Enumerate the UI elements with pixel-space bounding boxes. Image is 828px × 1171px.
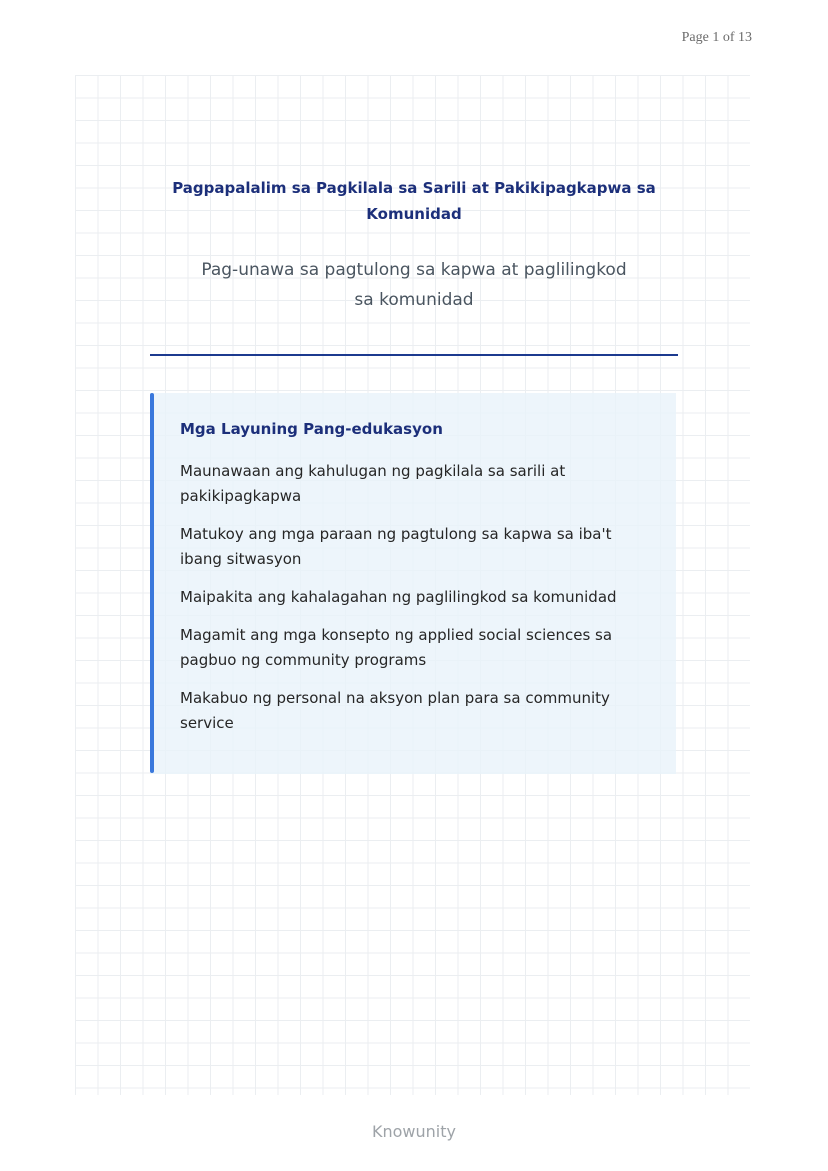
document-title: Pagpapalalim sa Pagkilala sa Sarili at Pakikipagkapwa sa Komunidad xyxy=(172,179,656,223)
objective-item: Maipakita ang kahalagahan ng paglilingkod sa komunidad xyxy=(180,588,617,606)
objective-item: Maunawaan ang kahulugan ng pagkilala sa sarili at pakikipagkapwa xyxy=(180,462,566,505)
objectives-box xyxy=(150,393,676,774)
objective-item: Matukoy ang mga paraan ng pagtulong sa kapwa sa iba't ibang sitwasyon xyxy=(180,525,612,568)
objectives-list xyxy=(180,459,652,736)
title-divider xyxy=(150,354,678,356)
page-number: Page 1 of 13 xyxy=(681,30,752,45)
objective-item: Makabuo ng personal na aksyon plan para sa community service xyxy=(180,689,610,732)
document-subtitle: Pag-unawa sa pagtulong sa kapwa at paglilingkod sa komunidad xyxy=(201,260,627,310)
objective-item: Magamit ang mga konsepto ng applied social sciences sa pagbuo ng community programs xyxy=(180,626,613,669)
objectives-heading: Mga Layuning Pang-edukasyon xyxy=(180,420,443,438)
footer-brand: Knowunity xyxy=(372,1122,456,1141)
